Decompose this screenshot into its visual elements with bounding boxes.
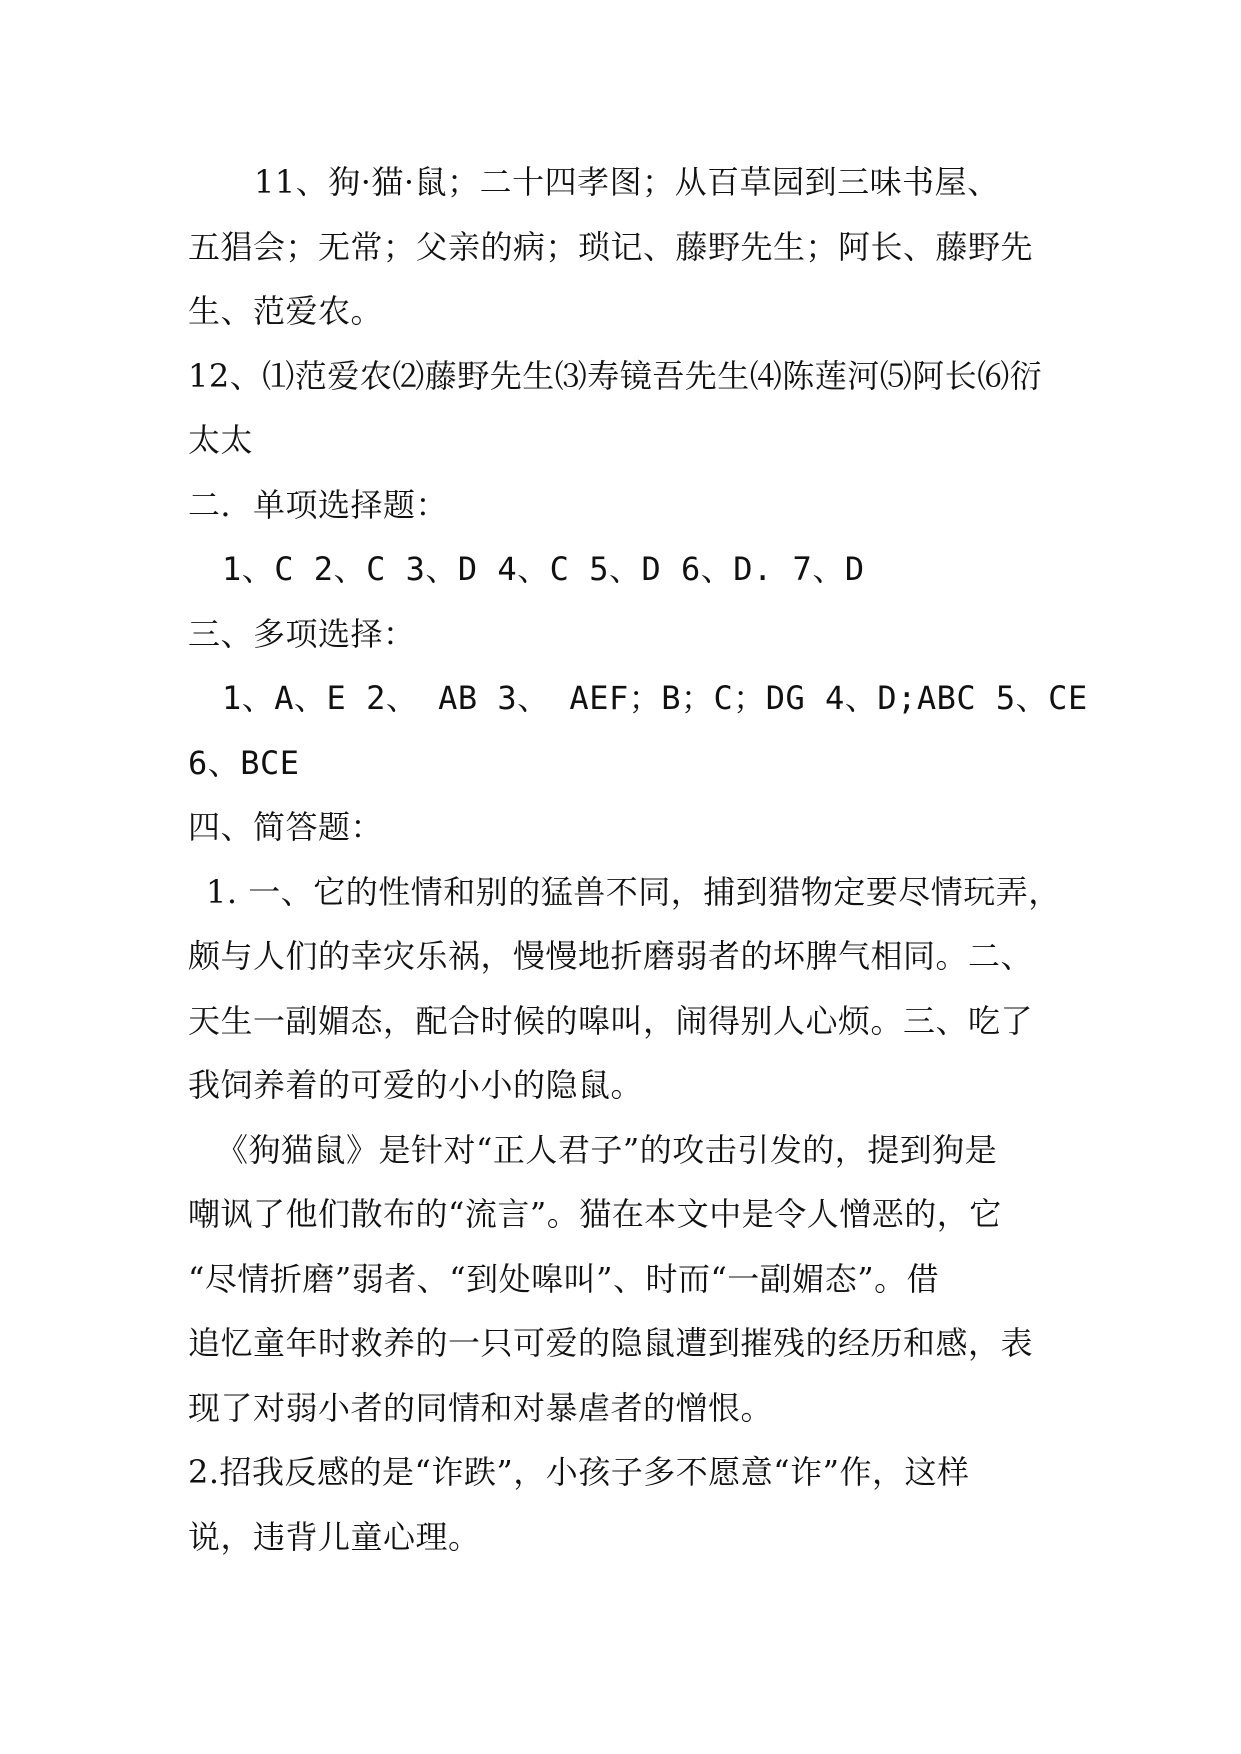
short-answer-1-line-4: 我饲养着的可爱的小小的隐鼠。: [188, 1066, 644, 1104]
section-heading-short-answer: 四、简答题：: [188, 808, 384, 846]
short-answer-1-paragraph-line-4: 追忆童年时救养的一只可爱的隐鼠遭到摧残的经历和感，表: [188, 1324, 1034, 1362]
short-answer-1-paragraph-line-3: “尽情折磨”弱者、“到处嗥叫”、时而“一副媚态”。借: [188, 1259, 940, 1298]
answer-11-line-3: 生、范爱农。: [188, 292, 384, 330]
multiple-choice-answers-line-2: 6、BCE: [188, 743, 300, 782]
answer-12-line-1: 12、⑴范爱农⑵藤野先生⑶寿镜吾先生⑷陈莲河⑸阿长⑹衍: [188, 356, 1043, 395]
answer-11-line-2: 五猖会；无常；父亲的病；琐记、藤野先生；阿长、藤野先: [188, 227, 1034, 266]
short-answer-2-line-2: 说，违背儿童心理。: [188, 1517, 481, 1556]
short-answer-1-line-3: 天生一副媚态，配合时候的嗥叫，闹得别人心烦。三、吃了: [188, 1001, 1034, 1040]
section-heading-multiple-choice: 三、多项选择：: [188, 614, 416, 653]
section-heading-single-choice: 二．单项选择题：: [188, 485, 449, 524]
short-answer-1-line-2: 颇与人们的幸灾乐祸，慢慢地折磨弱者的坏脾气相同。二、: [188, 937, 1034, 975]
short-answer-1-paragraph-line-2: 嘲讽了他们散布的“流言”。猫在本文中是令人憎恶的，它: [188, 1195, 1002, 1233]
short-answer-2-line-1: 2.招我反感的是“诈跌”，小孩子多不愿意“诈”作，这样: [188, 1453, 970, 1491]
single-choice-answers: 1、C 2、C 3、D 4、C 5、D 6、D. 7、D: [222, 550, 865, 588]
multiple-choice-answers-line-1: 1、A、E 2、 AB 3、 AEF；B；C；DG 4、D;ABC 5、CE: [222, 679, 1088, 717]
answer-11-line-1: 11、狗·猫·鼠；二十四孝图；从百草园到三味书屋、: [254, 163, 1000, 201]
short-answer-1-paragraph-line-1: 《狗猫鼠》是针对“正人君子”的攻击引发的，提到狗是: [216, 1130, 998, 1169]
short-answer-1-paragraph-line-5: 现了对弱小者的同情和对暴虐者的憎恨。: [188, 1388, 774, 1427]
document-body: [188, 150, 1088, 1569]
answer-12-line-2: 太太: [188, 421, 254, 459]
short-answer-1-line-1: 1. 一、它的性情和别的猛兽不同，捕到猎物定要尽情玩弄，: [206, 872, 1061, 911]
